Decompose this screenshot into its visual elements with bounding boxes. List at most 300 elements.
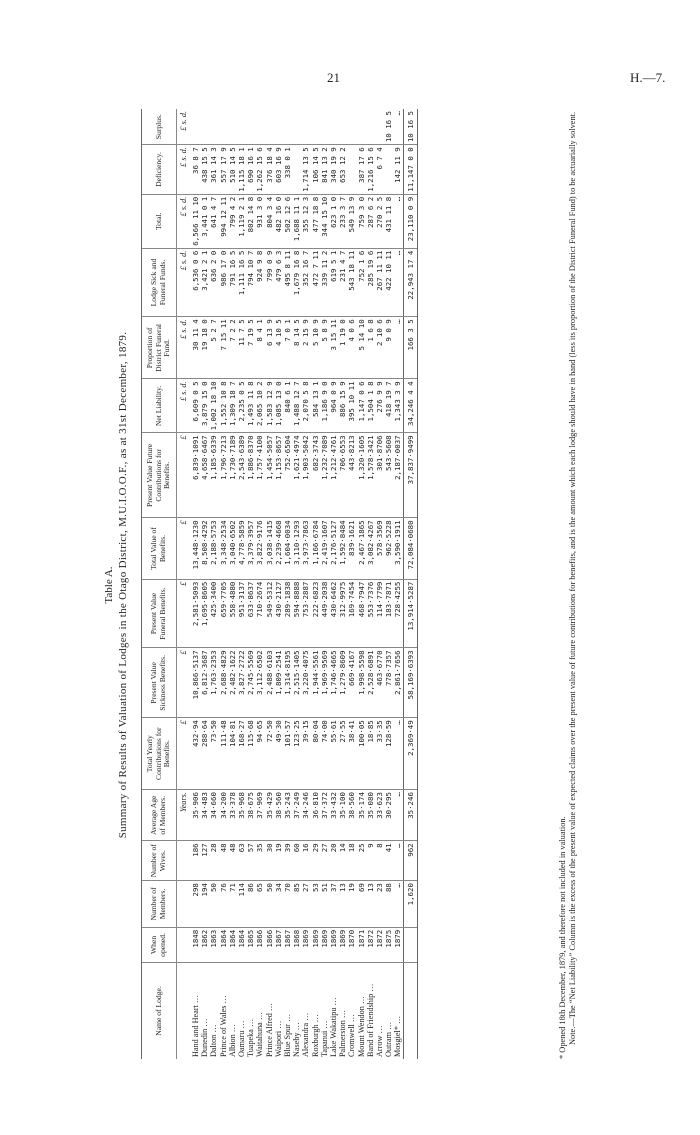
value-cell: 753·2887 xyxy=(301,579,310,648)
value-cell: 37·372 xyxy=(320,790,329,841)
value-cell: 38·560 xyxy=(274,790,283,841)
value-cell: 1,111 16 5 xyxy=(237,248,246,317)
value-cell: 9 xyxy=(366,841,375,881)
value-cell: 1869 xyxy=(311,927,320,962)
value-cell: 430·2127 xyxy=(274,579,283,648)
value-cell xyxy=(246,109,255,145)
value-cell: … xyxy=(393,248,403,317)
value-cell: 2,515·1405 xyxy=(292,648,301,718)
table-row xyxy=(292,109,301,1059)
value-cell: 584 13 1 xyxy=(311,379,320,433)
value-cell: 2,070 5 8 xyxy=(301,379,310,433)
value-cell: 2,488·6103 xyxy=(265,648,274,718)
table-row xyxy=(255,109,264,1059)
value-cell: 3,040·6502 xyxy=(228,518,237,579)
value-cell: 1868 xyxy=(292,927,301,962)
unit-cell: £ s. d. xyxy=(176,109,189,145)
value-cell: 115·68 xyxy=(246,718,255,790)
value-cell: 886 15 9 xyxy=(338,379,347,433)
value-cell: 2,188·5753 xyxy=(209,518,218,579)
table-title: Summary of Results of Valuation of Lodges in the Otago District, M.U.I.O.O.F., as at 31st December, 1879. xyxy=(117,331,129,839)
value-cell: 101·57 xyxy=(283,718,292,790)
table-row xyxy=(320,109,329,1059)
lodge-name-cell: Oamaru … xyxy=(237,1020,246,1057)
value-cell: 1,730·7189 xyxy=(228,433,237,518)
total-cell: 35·246 xyxy=(403,790,417,841)
value-cell: 2,187·0037 xyxy=(393,433,403,518)
header-row xyxy=(142,109,177,1059)
value-cell: 2,176·5127 xyxy=(329,518,338,579)
lodge-name-cell: Dalton … xyxy=(209,1024,219,1057)
value-cell: 60 xyxy=(292,841,301,881)
value-cell: 1,688 11 1 xyxy=(292,194,301,248)
value-cell: 1866 xyxy=(265,927,274,962)
value-cell xyxy=(228,109,237,145)
value-cell: 2,528·6891 xyxy=(366,648,375,718)
value-cell: 778·7357 xyxy=(384,648,393,718)
value-cell: 6,536 0 6 xyxy=(189,248,200,317)
unit-cell: £ xyxy=(176,648,189,718)
value-cell: 5 2 7 xyxy=(209,317,218,379)
unit-cell: £ s. d. xyxy=(176,145,189,195)
value-cell: 495 8 11 xyxy=(283,248,292,317)
value-cell: 76 xyxy=(219,881,228,928)
value-cell: 36·810 xyxy=(311,790,320,841)
value-cell: 1,493 11 8 xyxy=(246,379,255,433)
value-cell: 2,861·7656 xyxy=(393,648,403,718)
value-cell: 1872 xyxy=(366,927,375,962)
value-cell: 5 14 10 xyxy=(357,317,366,379)
value-cell: 85 xyxy=(292,881,301,928)
value-cell: 233 3 7 xyxy=(338,194,347,248)
unit-cell: £ s. d. xyxy=(176,317,189,379)
value-cell: 34·200 xyxy=(219,790,228,841)
value-cell: 3,879 15 0 xyxy=(200,379,209,433)
unit-cell xyxy=(176,841,189,881)
value-cell: 20 xyxy=(329,841,338,881)
table-row xyxy=(265,109,274,1059)
value-cell: … xyxy=(393,718,403,790)
value-cell: 53 xyxy=(311,881,320,928)
value-cell: 1862 xyxy=(200,927,209,962)
value-cell: 425·3400 xyxy=(209,579,218,648)
value-cell: 7 19 5 xyxy=(246,317,255,379)
footnote-note: Note.—The “Net Liability” Column is the excess of the present value of expected claims over the present value of future contributions for benefits, and is the amount which each lodge should have in hand (less its proportion of the District Funeral Fund) to be actuarially solvent. xyxy=(568,111,577,1045)
value-cell: 2,467·1865 xyxy=(357,518,366,579)
value-cell: 106 14 5 xyxy=(311,145,320,195)
lodge-name-cell: Band of Friendship … xyxy=(365,983,375,1057)
value-cell: 1,085 13 0 xyxy=(274,379,283,433)
value-cell: 430·6462 xyxy=(329,579,338,648)
value-cell: 1,809·2541 xyxy=(274,648,283,718)
value-cell: 951·3137 xyxy=(237,579,246,648)
column-header: Total Yearly Contributions for Benefits. xyxy=(142,718,177,790)
value-cell: 931 3 0 xyxy=(255,194,264,248)
total-cell: 1,620 xyxy=(403,881,417,928)
value-cell: 558·4880 xyxy=(228,579,237,648)
value-cell: 1,309 18 7 xyxy=(228,379,237,433)
value-cell: 38·675 xyxy=(246,790,255,841)
value-cell: 1869 xyxy=(329,927,338,962)
value-cell: … xyxy=(393,194,403,248)
column-header: When opened. xyxy=(142,927,177,962)
value-cell: 3,348·2534 xyxy=(219,518,228,579)
value-cell: 477 18 8 xyxy=(311,194,320,248)
value-cell: … xyxy=(393,841,403,881)
value-cell: 802 14 8 xyxy=(246,194,255,248)
table-row xyxy=(246,109,255,1059)
value-cell: 2 15 9 xyxy=(301,317,310,379)
value-cell: 10 16 5 xyxy=(384,109,393,145)
value-cell: 1864 xyxy=(237,927,246,962)
value-cell: 39·15 xyxy=(301,718,310,790)
value-cell: 6,839·1091 xyxy=(189,433,200,518)
value-cell xyxy=(338,109,347,145)
value-cell: 37·249 xyxy=(292,790,301,841)
value-cell: 1,314·8195 xyxy=(283,648,292,718)
value-cell: 557 17 9 xyxy=(219,145,228,195)
value-cell: 1869 xyxy=(338,927,347,962)
total-cell: 166 3 5 xyxy=(403,317,417,379)
table-row xyxy=(375,109,384,1059)
value-cell: 18 xyxy=(347,841,356,881)
value-cell: 100·05 xyxy=(357,718,366,790)
value-cell: 841 13 2 xyxy=(320,145,329,195)
value-cell: … xyxy=(393,790,403,841)
value-cell: 1,119 2 1 xyxy=(237,194,246,248)
value-cell: 5 10 9 xyxy=(311,317,320,379)
value-cell: 395 10 11 xyxy=(347,379,356,433)
value-cell: 2,239·4668 xyxy=(274,518,283,579)
value-cell xyxy=(274,109,283,145)
value-cell: 276 9 9 xyxy=(375,379,384,433)
footnote-star: * Opened 18th December, 1879, and therefore not included in valuation. xyxy=(558,816,567,1059)
lodge-name-cell: Lake Wakatipu … xyxy=(329,997,339,1057)
value-cell: 231 4 7 xyxy=(338,248,347,317)
table-row xyxy=(228,109,237,1059)
value-cell: 710·2674 xyxy=(255,579,264,648)
value-cell: 752·6504 xyxy=(283,433,292,518)
value-cell: 65 xyxy=(255,881,264,928)
table-row xyxy=(338,109,347,1059)
value-cell: 27·55 xyxy=(338,718,347,790)
column-header: Lodge Sick and Funeral Funds. xyxy=(142,248,177,317)
value-cell: 1866 xyxy=(255,927,264,962)
lodge-name-cell: Roxburgh … xyxy=(310,1014,320,1057)
value-cell: 8 4 1 xyxy=(255,317,264,379)
value-cell: 51 xyxy=(320,881,329,928)
value-cell: 2,482·1622 xyxy=(228,648,237,718)
value-cell: 35·174 xyxy=(357,790,366,841)
value-cell: 114 xyxy=(237,881,246,928)
value-cell: 1,166·6784 xyxy=(311,518,320,579)
value-cell xyxy=(237,109,246,145)
value-cell: 418 19 7 xyxy=(384,379,393,433)
value-cell xyxy=(357,109,366,145)
value-cell: 9 0 9 xyxy=(384,317,393,379)
value-cell: 30·295 xyxy=(384,790,393,841)
value-cell: 3,822·9176 xyxy=(255,518,264,579)
value-cell xyxy=(320,109,329,145)
value-cell: 2,419·1607 xyxy=(320,518,329,579)
value-cell: 2,581·5093 xyxy=(189,579,200,648)
column-header: Deficiency. xyxy=(142,145,177,195)
value-cell: 1864 xyxy=(228,927,237,962)
value-cell: 431 11 8 xyxy=(384,194,393,248)
value-cell: 355 12 3 xyxy=(301,194,310,248)
value-cell: 1869 xyxy=(320,927,329,962)
value-cell: 1,714 13 5 xyxy=(301,145,310,195)
value-cell: 86 xyxy=(246,881,255,928)
value-cell: 298 xyxy=(189,881,200,928)
value-cell: 438 15 5 xyxy=(200,145,209,195)
value-cell: 80·04 xyxy=(311,718,320,790)
value-cell: 1,969·9569 xyxy=(320,648,329,718)
value-cell: 791 16 5 xyxy=(228,248,237,317)
value-cell: 2,745·5569 xyxy=(246,648,255,718)
value-cell: 289·1838 xyxy=(283,579,292,648)
value-cell: 1,757·4100 xyxy=(255,433,264,518)
value-cell: 1865 xyxy=(246,927,255,962)
value-cell: 71 xyxy=(228,881,237,928)
column-header: Name of Lodge. xyxy=(142,963,177,1060)
value-cell: 1,695·8605 xyxy=(200,579,209,648)
lodge-name-cell: Tapanui … xyxy=(319,1020,329,1057)
value-cell: 2,543·6389 xyxy=(237,433,246,518)
unit-cell: £ s. d. xyxy=(176,194,189,248)
value-cell: 168·27 xyxy=(237,718,246,790)
column-header: Present Value Sickness Benefits. xyxy=(142,648,177,718)
table-row xyxy=(311,109,320,1059)
value-cell: 338 0 1 xyxy=(283,145,292,195)
unit-cell: £ s. d. xyxy=(176,248,189,317)
value-cell: 287 6 2 xyxy=(366,194,375,248)
value-cell: 18·85 xyxy=(366,718,375,790)
value-cell: 1,153·8657 xyxy=(274,433,283,518)
value-cell: 301·8706 xyxy=(375,433,384,518)
value-cell: 39 xyxy=(283,841,292,881)
value-cell: 35·906 xyxy=(189,790,200,841)
lodge-name-cell: Arrow … xyxy=(375,1025,385,1057)
value-cell: 50 xyxy=(209,881,218,928)
table-row xyxy=(219,109,228,1059)
lodge-name-cell: Outram … xyxy=(384,1021,394,1057)
value-cell: 376 18 4 xyxy=(265,145,274,195)
value-cell: 10,866·5137 xyxy=(189,648,200,718)
value-cell xyxy=(292,109,301,145)
value-cell: 7 15 11 xyxy=(219,317,228,379)
value-cell xyxy=(292,145,301,195)
value-cell: 33·432 xyxy=(329,790,338,841)
lodge-name-cell: Prince Alfred … xyxy=(264,1002,274,1057)
value-cell: 387 17 6 xyxy=(357,145,366,195)
value-cell: 3,827·2722 xyxy=(237,648,246,718)
value-cell: 27 xyxy=(320,841,329,881)
value-cell: 1,488 12 7 xyxy=(292,379,301,433)
value-cell: 57 xyxy=(246,841,255,881)
value-cell: 1,212·4761 xyxy=(329,433,338,518)
value-cell xyxy=(366,109,375,145)
column-header: Average Age of Members. xyxy=(142,790,177,841)
value-cell: 422 10 11 xyxy=(384,248,393,317)
value-cell: 690 16 1 xyxy=(246,145,255,195)
value-cell: 169·7454 xyxy=(347,579,356,648)
value-cell: 361 14 3 xyxy=(209,145,218,195)
value-cell: 1872 xyxy=(375,927,384,962)
value-cell: 1,604·0034 xyxy=(283,518,292,579)
value-cell: 69 xyxy=(357,881,366,928)
value-cell: 1,454·5057 xyxy=(265,433,274,518)
value-cell: 35·968 xyxy=(237,790,246,841)
value-cell: 3,110·1293 xyxy=(292,518,301,579)
value-cell: 34·246 xyxy=(301,790,310,841)
value-cell: 74·00 xyxy=(320,718,329,790)
value-cell: 994 12 11 xyxy=(219,194,228,248)
value-cell: 19 xyxy=(347,881,356,928)
value-cell: 19 xyxy=(274,841,283,881)
table-row xyxy=(274,109,283,1059)
value-cell: 7 2 2 xyxy=(228,317,237,379)
value-cell: 1 6 8 xyxy=(366,317,375,379)
lodge-name-cell: Palmerston … xyxy=(338,1009,348,1057)
value-cell: 3,112·6502 xyxy=(255,648,264,718)
value-cell: … xyxy=(393,317,403,379)
value-cell: 29 xyxy=(311,841,320,881)
value-cell: 682·3743 xyxy=(311,433,320,518)
total-cell: 10 16 5 xyxy=(403,109,417,145)
value-cell: 1864 xyxy=(219,927,228,962)
value-cell: 88 xyxy=(384,881,393,928)
table-body xyxy=(176,109,417,1059)
value-cell: 6,812·3687 xyxy=(200,648,209,718)
value-cell: 641 4 7 xyxy=(209,194,218,248)
value-cell: 840 6 1 xyxy=(283,379,292,433)
value-cell: 653 12 2 xyxy=(338,145,347,195)
value-cell: 7 0 1 xyxy=(283,317,292,379)
totals-row xyxy=(403,109,417,1059)
table-row xyxy=(283,109,292,1059)
table-row xyxy=(357,109,366,1059)
table-header xyxy=(142,109,177,1059)
value-cell: 183·7871 xyxy=(384,579,393,648)
value-cell: 13 xyxy=(366,881,375,928)
value-cell: 270 2 5 xyxy=(375,194,384,248)
value-cell: 36 8 7 xyxy=(189,145,200,195)
table-row xyxy=(347,109,356,1059)
value-cell: 4,658·6467 xyxy=(200,433,209,518)
value-cell: 186 xyxy=(189,841,200,881)
value-cell: 35 xyxy=(255,841,264,881)
value-cell: 1875 xyxy=(384,927,393,962)
column-header: Surplus. xyxy=(142,109,177,145)
value-cell: 1,903·5042 xyxy=(301,433,310,518)
value-cell: 1,262 15 6 xyxy=(255,145,264,195)
value-cell: 839·1621 xyxy=(347,518,356,579)
table-label: Table A. xyxy=(103,566,115,604)
value-cell: 799 0 9 xyxy=(265,248,274,317)
value-cell xyxy=(311,109,320,145)
page-number: 21 xyxy=(327,70,340,85)
unit-cell: Years. xyxy=(176,790,189,841)
value-cell: 432·94 xyxy=(189,718,200,790)
value-cell: 352 16 7 xyxy=(301,248,310,317)
value-cell: 578·3569 xyxy=(375,518,384,579)
value-cell: 1,320·1605 xyxy=(357,433,366,518)
value-cell: 340 19 9 xyxy=(329,145,338,195)
value-cell: 1,232·7089 xyxy=(320,433,329,518)
total-cell: 58,169·6393 xyxy=(403,648,417,718)
table-row xyxy=(209,109,218,1059)
total-cell xyxy=(403,927,417,962)
value-cell: 1,504 1 8 xyxy=(366,379,375,433)
value-cell: 1,147 0 6 xyxy=(357,379,366,433)
value-cell: 543·5608 xyxy=(384,433,393,518)
value-cell: 510 14 5 xyxy=(228,145,237,195)
value-cell xyxy=(255,109,264,145)
unit-cell: £ xyxy=(176,579,189,648)
value-cell: 669·4167 xyxy=(347,648,356,718)
value-cell: 1863 xyxy=(209,927,218,962)
value-cell: 267 11 11 xyxy=(375,248,384,317)
value-cell: 794 10 7 xyxy=(246,248,255,317)
value-cell: 1,583 12 9 xyxy=(265,379,274,433)
value-cell: 73·50 xyxy=(209,718,218,790)
column-header: Number of Members. xyxy=(142,881,177,928)
value-cell: 4 10 5 xyxy=(274,317,283,379)
value-cell: 37 xyxy=(329,881,338,928)
value-cell: 35·080 xyxy=(366,790,375,841)
table-row xyxy=(393,109,403,1059)
column-header: Proportion of District Funeral Fund. xyxy=(142,317,177,379)
total-cell: 2,369·49 xyxy=(403,718,417,790)
table-row xyxy=(200,109,209,1059)
value-cell: 482 16 0 xyxy=(274,194,283,248)
value-cell: 1,944·5561 xyxy=(311,648,320,718)
unit-cell: £ xyxy=(176,433,189,518)
value-cell: 1871 xyxy=(357,927,366,962)
lodge-name-cell: Cromwell … xyxy=(347,1014,357,1057)
value-cell xyxy=(347,145,356,195)
value-cell: 25 xyxy=(357,841,366,881)
value-cell: 8 14 5 xyxy=(292,317,301,379)
value-cell: 38·41 xyxy=(347,718,356,790)
value-cell: 1,621·4974 xyxy=(292,433,301,518)
value-cell: 3,379·3957 xyxy=(246,518,255,579)
value-cell: 339 11 2 xyxy=(320,248,329,317)
value-cell: 1,578·3421 xyxy=(366,433,375,518)
value-cell: 16 xyxy=(301,841,310,881)
value-cell: 472 7 11 xyxy=(311,248,320,317)
value-cell: 3,038·1415 xyxy=(265,518,274,579)
value-cell: 38·560 xyxy=(347,790,356,841)
rotated-table-page xyxy=(103,105,623,1065)
total-cell xyxy=(403,963,417,1060)
page-code: H.—7. xyxy=(630,70,666,85)
value-cell: 49·30 xyxy=(274,718,283,790)
value-cell: 1 19 0 xyxy=(338,317,347,379)
value-cell xyxy=(375,109,384,145)
column-header: Net Liability. xyxy=(142,379,177,433)
value-cell: 619 5 1 xyxy=(329,248,338,317)
value-cell: 962·5228 xyxy=(384,518,393,579)
total-cell: 34,246 4 4 xyxy=(403,379,417,433)
value-cell: 48 xyxy=(219,841,228,881)
value-cell: 63 xyxy=(237,841,246,881)
value-cell: 1,216 15 6 xyxy=(366,145,375,195)
value-cell: 752 1 6 xyxy=(357,248,366,317)
value-cell: 1,002 18 10 xyxy=(209,379,218,433)
table-row xyxy=(237,109,246,1059)
